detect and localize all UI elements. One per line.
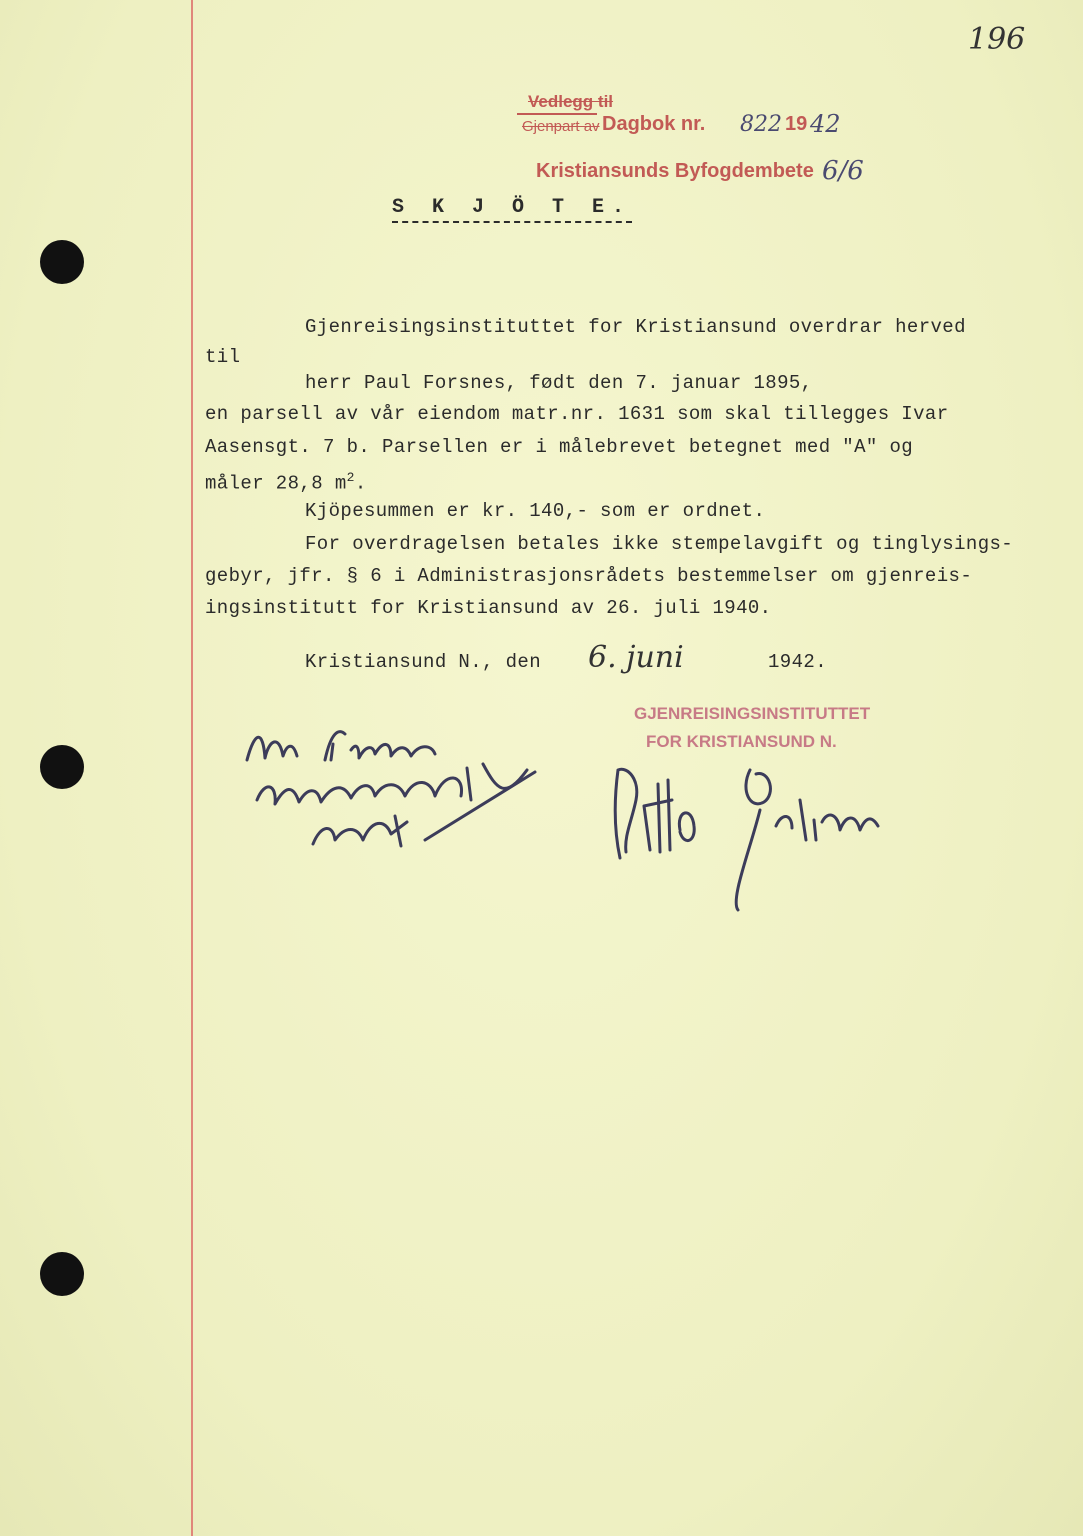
paragraph-line-8: For overdragelsen betales ikke stempelavgift og tinglysings- (305, 533, 1014, 555)
handwritten-dagbok-number: 822 (740, 112, 782, 137)
margin-line (191, 0, 193, 1536)
punch-hole-top (40, 240, 84, 284)
paragraph-line-9: gebyr, jfr. § 6 i Administrasjonsrådets bestemmelser om gjenreis- (205, 565, 973, 587)
area-trailing: . (354, 472, 367, 495)
paragraph-line-7: Kjöpesummen er kr. 140,- som er ordnet. (305, 500, 766, 522)
page-number: 196 (968, 22, 1026, 57)
paragraph-line-2: til (205, 346, 241, 368)
stamp-dagbok-label (602, 113, 705, 136)
stamp-year-prefix: 19 (785, 113, 808, 135)
paragraph-line-6 (205, 470, 367, 494)
handwritten-year: 42 (810, 110, 841, 138)
punch-hole-middle (40, 745, 84, 789)
signature (600, 730, 890, 920)
stamp-vedlegg: Vedlegg til (528, 92, 614, 111)
stamp-office: Kristiansunds Byfogdembete (536, 160, 814, 182)
paragraph-line-4: en parsell av vår eiendom matr.nr. 1631 som skal tillegges Ivar (205, 403, 949, 425)
paragraph-line-5: Aasensgt. 7 b. Parsellen er i målebrevet betegnet med "A" og (205, 436, 914, 458)
document-title: S K J Ö T E. (392, 196, 632, 223)
area-superscript: 2 (346, 470, 355, 485)
handwritten-date: 6. juni (588, 640, 684, 675)
paragraph-line-10: ingsinstitutt for Kristiansund av 26. juli 1940. (205, 597, 772, 619)
paragraph-line-1: Gjenreisingsinstituttet for Kristiansund overdrar herved (305, 316, 966, 338)
place-text: Kristiansund N., den (305, 651, 542, 673)
area-text: måler 28,8 m (205, 472, 347, 495)
paragraph-line-3: herr Paul Forsnes, født den 7. januar 1895, (305, 372, 813, 394)
punch-hole-bottom (40, 1252, 84, 1296)
institution-stamp-line2: FOR KRISTIANSUND N. (646, 732, 837, 751)
handwritten-stamp-date: 6/6 (822, 156, 864, 186)
dagbok-label: Dagbok nr. (602, 113, 706, 135)
handwritten-note-left (235, 720, 545, 860)
stamp-underline (517, 113, 597, 115)
institution-stamp-line1: GJENREISINGSINSTITUTTET (634, 704, 871, 723)
year-text: 1942. (768, 651, 828, 673)
stamp-gjenpart: Gjenpart av (522, 118, 600, 135)
